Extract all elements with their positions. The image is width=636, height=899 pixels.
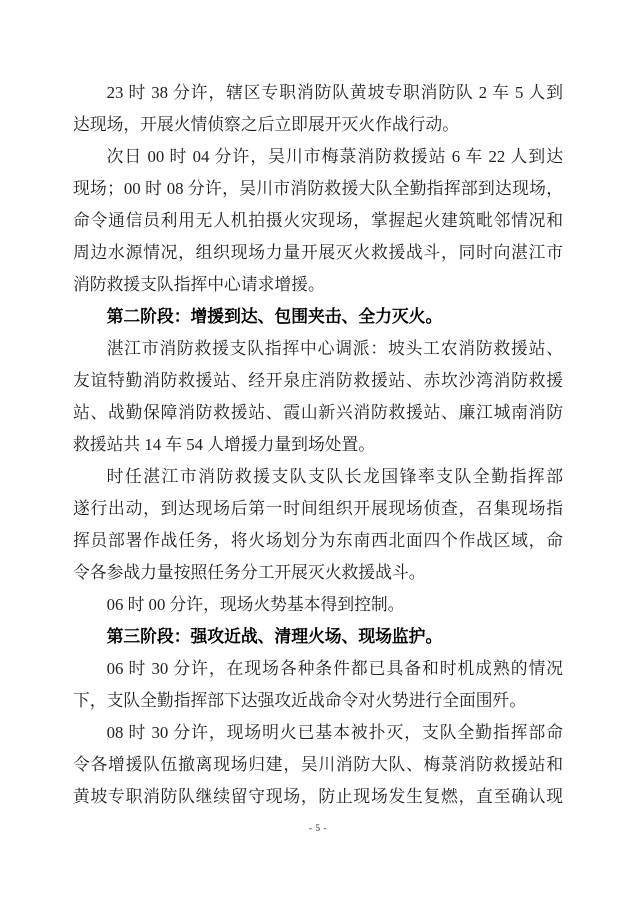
text-line: 达现场，开展火情侦察之后立即展开灭火作战行动。 xyxy=(73,115,459,134)
stage-heading: 第二阶段：增援到达、包围夹击、全力灭火。 xyxy=(106,307,443,326)
text-line: 消防救援支队指挥中心请求增援。 xyxy=(73,275,325,294)
text-line: 令各增援队伍撤离现场归建，吴川消防大队、梅菉消防救援站和 xyxy=(73,755,563,774)
page-number: - 5 - xyxy=(308,824,328,834)
text-line: 站、战勤保障消防救援站、霞山新兴消防救援站、廉江城南消防 xyxy=(73,403,563,422)
text-line: 次日 00 时 04 分许，吴川市梅菉消防救援站 6 车 22 人到达 xyxy=(106,147,563,166)
text-line: 黄坡专职消防队继续留守现场，防止现场发生复燃，直至确认现 xyxy=(73,787,563,806)
text-line: 友谊特勤消防救援站、经开泉庄消防救援站、赤坎沙湾消防救援 xyxy=(73,371,563,390)
text-line: 06 时 30 分许，在现场各种条件都已具备和时机成熟的情况 xyxy=(106,659,563,678)
text-line: 命令通信员利用无人机拍摄火灾现场，掌握起火建筑毗邻情况和 xyxy=(73,211,563,230)
text-line: 06 时 00 分许，现场火势基本得到控制。 xyxy=(106,595,405,614)
text-line: 时任湛江市消防救援支队支队长龙国锋率支队全勤指挥部 xyxy=(106,467,563,486)
text-line: 现场；00 时 08 分许，吴川市消防救援大队全勤指挥部到达现场， xyxy=(73,179,563,198)
text-line: 湛江市消防救援支队指挥中心调派：坡头工农消防救援站、 xyxy=(106,339,563,358)
stage-heading: 第三阶段：强攻近战、清理火场、现场监护。 xyxy=(106,627,443,646)
text-line: 挥员部署作战任务，将火场划分为东南西北面四个作战区域，命 xyxy=(73,531,563,550)
text-line: 遂行出动，到达现场后第一时间组织开展现场侦查，召集现场指 xyxy=(73,499,563,518)
text-line: 周边水源情况，组织现场力量开展灭火救援战斗，同时向湛江市 xyxy=(73,243,563,262)
text-line: 令各参战力量按照任务分工开展灭火救援战斗。 xyxy=(73,563,426,582)
text-line: 下，支队全勤指挥部下达强攻近战命令对火势进行全面围歼。 xyxy=(73,691,527,710)
text-line: 救援站共 14 车 54 人增援力量到场处置。 xyxy=(73,435,376,454)
text-line: 08 时 30 分许，现场明火已基本被扑灭，支队全勤指挥部命 xyxy=(106,723,563,742)
text-line: 23 时 38 分许，辖区专职消防队黄坡专职消防队 2 车 5 人到 xyxy=(106,83,563,102)
